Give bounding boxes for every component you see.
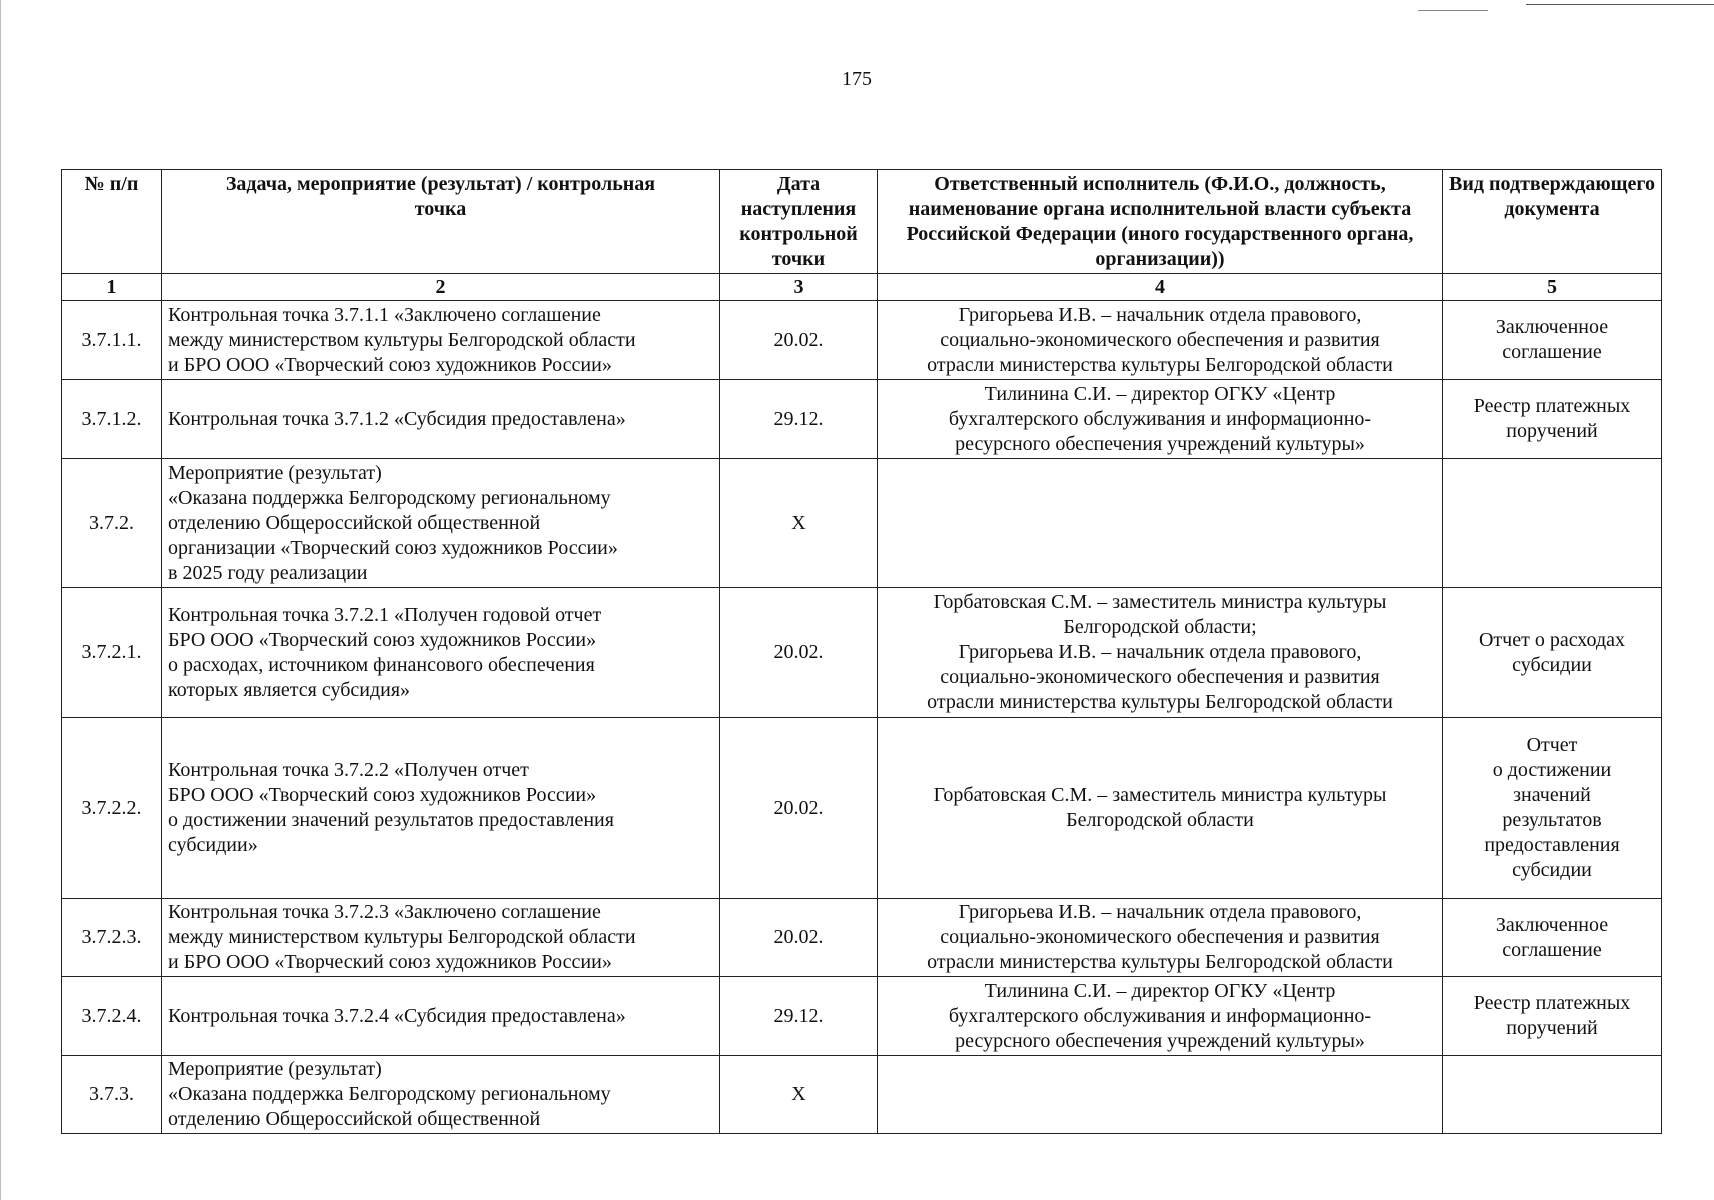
row-number: 3.7.2. — [62, 459, 162, 588]
column-number: 3 — [720, 274, 878, 301]
column-number: 5 — [1443, 274, 1662, 301]
header-responsible: Ответственный исполнитель (Ф.И.О., должность, наименование органа исполнительной власти субъекта Российской Федерации (иного государственного органа, организации)) — [878, 170, 1443, 274]
row-number: 3.7.3. — [62, 1056, 162, 1134]
row-date: X — [720, 459, 878, 588]
row-document: Реестр платежных поручений — [1473, 992, 1631, 1039]
table-header-row — [62, 170, 1662, 274]
row-responsible: Горбатовская С.М. – заместитель министра культуры Белгородской области; Григорьева И.В. – начальник отдела правового, социально-экономического обеспечения и развития отрасли министерства культуры Белгородской области — [927, 591, 1393, 713]
row-document: Реестр платежных поручений — [1473, 395, 1631, 442]
scan-artifact-line — [1526, 4, 1714, 5]
header-date: Дата наступления контрольной точки — [720, 170, 878, 274]
row-task: Контрольная точка 3.7.2.3 «Заключено соглашение между министерством культуры Белгородской области и БРО ООО «Творческий союз художников России» — [168, 901, 636, 973]
header-task: Задача, мероприятие (результат) / контрольная точка — [162, 170, 720, 274]
row-document: Отчет о расходах субсидии — [1478, 628, 1626, 676]
row-responsible: Горбатовская С.М. – заместитель министра культуры Белгородской области — [933, 784, 1387, 831]
row-date: 20.02. — [720, 718, 878, 899]
row-date: 29.12. — [720, 380, 878, 459]
row-date: 29.12. — [720, 977, 878, 1056]
row-number: 3.7.2.1. — [62, 588, 162, 718]
row-task: Контрольная точка 3.7.2.1 «Получен годовой отчет БРО ООО «Творческий союз художников России» о расходах, источником финансового обеспечения которых является субсидия» — [168, 603, 602, 701]
table-row — [62, 977, 1662, 1056]
table-row — [62, 459, 1662, 588]
row-responsible: Тилинина С.И. – директор ОГКУ «Центр бухгалтерского обслуживания и информационно- ресурсного обеспечения учреждений культуры» — [948, 382, 1372, 455]
row-date: 20.02. — [720, 899, 878, 977]
header-document: Вид подтверждающего документа — [1443, 170, 1662, 274]
row-document: Заключенное соглашение — [1495, 316, 1609, 363]
row-document: Отчет о достижении значений результатов предоставления субсидии — [1484, 734, 1620, 881]
row-responsible: Григорьева И.В. – начальник отдела правового, социально-экономического обеспечения и развития отрасли министерства культуры Белгородской области — [927, 303, 1393, 376]
table-row — [62, 718, 1662, 899]
table-row — [62, 301, 1662, 380]
row-document: Заключенное соглашение — [1495, 913, 1609, 961]
row-responsible: Григорьева И.В. – начальник отдела правового, социально-экономического обеспечения и развития отрасли министерства культуры Белгородской области — [927, 901, 1393, 973]
column-numbers-row — [62, 274, 1662, 301]
table-row — [62, 380, 1662, 459]
row-number: 3.7.2.2. — [62, 718, 162, 899]
table-row — [62, 1056, 1662, 1134]
scan-artifact-line — [1418, 10, 1488, 11]
header-number: № п/п — [62, 170, 162, 274]
row-date: 20.02. — [720, 588, 878, 718]
row-responsible: Тилинина С.И. – директор ОГКУ «Центр бухгалтерского обслуживания и информационно- ресурсного обеспечения учреждений культуры» — [948, 979, 1372, 1052]
page-number: 175 — [842, 68, 872, 90]
row-task: Мероприятие (результат) «Оказана поддержка Белгородскому региональному отделению Общероссийской общественной организации «Творческий союз художников России» в 2025 году реализации — [168, 461, 618, 584]
row-date: X — [720, 1056, 878, 1134]
row-date: 20.02. — [720, 301, 878, 380]
row-task: Контрольная точка 3.7.1.1 «Заключено соглашение между министерством культуры Белгородской области и БРО ООО «Творческий союз художников России» — [168, 303, 636, 376]
row-task: Мероприятие (результат) «Оказана поддержка Белгородскому региональному отделению Общероссийской общественной — [168, 1058, 611, 1130]
column-number: 2 — [162, 274, 720, 301]
row-number: 3.7.1.2. — [62, 380, 162, 459]
scan-artifact-edge — [0, 0, 1, 1200]
table-row — [62, 899, 1662, 977]
row-task: Контрольная точка 3.7.1.2 «Субсидия предоставлена» — [168, 407, 626, 430]
row-number: 3.7.1.1. — [62, 301, 162, 380]
control-points-table — [61, 169, 1662, 1134]
row-task: Контрольная точка 3.7.2.2 «Получен отчет БРО ООО «Творческий союз художников России» о достижении значений результатов предоставления субсидии» — [168, 759, 614, 856]
column-number: 4 — [878, 274, 1443, 301]
table-row — [62, 588, 1662, 718]
row-number: 3.7.2.3. — [62, 899, 162, 977]
row-number: 3.7.2.4. — [62, 977, 162, 1056]
row-task: Контрольная точка 3.7.2.4 «Субсидия предоставлена» — [168, 1004, 626, 1027]
column-number: 1 — [62, 274, 162, 301]
